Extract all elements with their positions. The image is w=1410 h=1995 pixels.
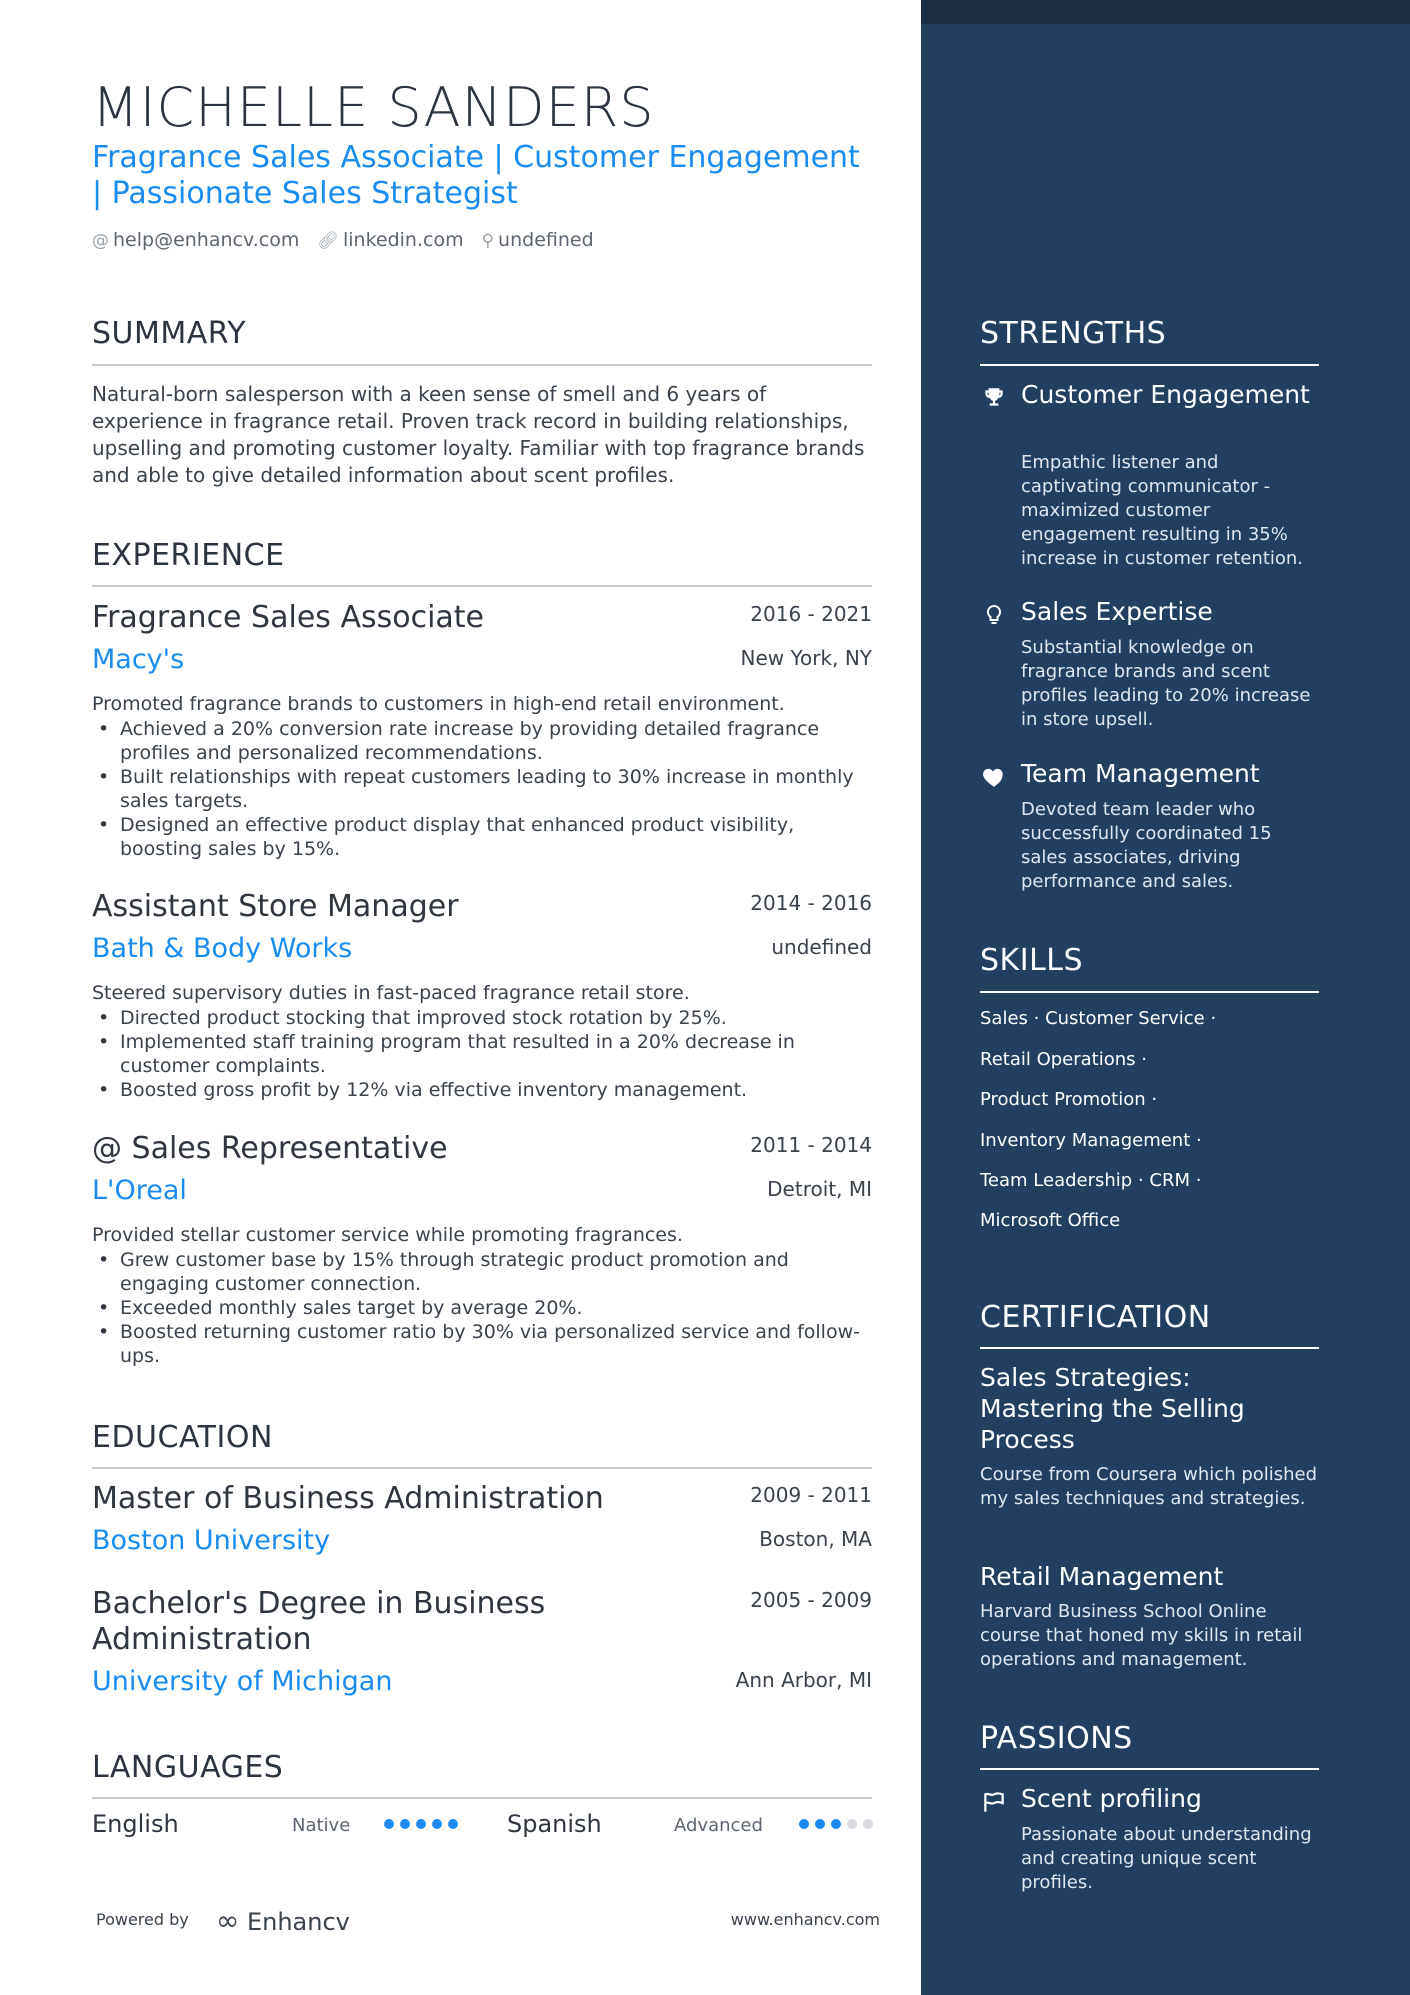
education-entry [92,1481,872,1581]
language-name: English [92,1810,179,1838]
skill-line: Team Leadership · CRM · [980,1170,1202,1191]
job-bullets [92,1248,872,1368]
language-level: Advanced [674,1815,763,1836]
strength-item [980,596,1319,746]
certification-title: Retail Management [980,1562,1224,1591]
skill-line: Sales · Customer Service · [980,1008,1217,1029]
job-title: Assistant Store Manager [92,889,459,924]
language-level: Native [292,1815,351,1836]
job-bullets [92,717,872,861]
strength-description: Devoted team leader who successfully coordinated 15 sales associates, driving performance and sales. [1021,799,1272,892]
experience-heading: EXPERIENCE [92,538,285,573]
contact-location [482,229,594,251]
job-bullet: • Designed an effective product display that enhanced product visibility, boosting sales by 15%. [92,813,872,861]
main-column [92,0,880,1995]
skills-divider [980,991,1319,993]
powered-by-text: Powered by [96,1910,189,1929]
contact-email[interactable] [92,229,299,251]
skills-heading: SKILLS [980,943,1084,978]
summary-text: Natural-born salesperson with a keen sense of smell and 6 years of experience in fragrance retail. Proven track record in building relationships, upselling and promoting customer loyalty. Familiar with top fragrance brands and able to give detailed information about scent profiles. [92,382,865,487]
rating-dot-filled [416,1819,426,1829]
lightbulb-icon [980,602,1008,630]
job-bullet: • Built relationships with repeat customers leading to 30% increase in monthly sales targets. [92,765,872,813]
linkedin-text: linkedin.com [342,229,464,251]
rating-dot-filled [432,1819,442,1829]
job-title: @ Sales Representative [92,1131,448,1166]
language-rating-dots [799,1819,873,1829]
education-entry [92,1586,872,1706]
strength-description: Substantial knowledge on fragrance brands and scent profiles leading to 20% increase in store upsell. [1021,637,1311,730]
contact-linkedin[interactable] [317,229,463,251]
degree-title: Master of Business Administration [92,1481,604,1516]
job-location: New York, NY [740,646,872,670]
education-divider [92,1467,872,1469]
school-name: University of Michigan [92,1666,393,1697]
summary-divider [92,364,872,366]
education-location: Ann Arbor, MI [735,1668,872,1692]
experience-divider [92,585,872,587]
sidebar [921,0,1410,1995]
job-title: Fragrance Sales Associate [92,600,485,635]
candidate-name: MICHELLE SANDERS [92,76,655,139]
enhancv-logo[interactable] [216,1904,350,1937]
language-rating-dots [384,1819,458,1829]
languages-divider [92,1797,872,1799]
degree-title: Bachelor's Degree in Business Administration [92,1586,546,1657]
certification-description: Course from Coursera which polished my sales techniques and strategies. [980,1464,1318,1509]
rating-dot-filled [815,1819,825,1829]
job-bullet: • Directed product stocking that improved stock rotation by 25%. [92,1006,872,1030]
skill-line: Retail Operations · [980,1049,1147,1070]
job-dates: 2011 - 2014 [750,1133,872,1157]
education-dates: 2009 - 2011 [750,1483,872,1507]
strength-description: Empathic listener and captivating communicator - maximized customer engagement resulting in 35% increase in customer retention. [1021,452,1304,569]
job-bullet: • Boosted returning customer ratio by 30% via personalized service and follow-ups. [92,1320,872,1368]
job-location: Detroit, MI [767,1177,872,1201]
passion-description: Passionate about understanding and creating unique scent profiles. [1021,1824,1312,1893]
job-bullet: • Grew customer base by 15% through strategic product promotion and engaging customer connection. [92,1248,872,1296]
job-bullet: • Implemented staff training program that resulted in a 20% decrease in customer complaints. [92,1030,872,1078]
brand-name: Enhancv [246,1908,350,1936]
strength-title: Team Management [1021,759,1260,788]
job-company: Macy's [92,644,185,675]
certification-divider [980,1347,1319,1349]
languages-heading: LANGUAGES [92,1750,284,1785]
strength-title: Customer Engagement [1021,380,1310,409]
rating-dot-filled [384,1819,394,1829]
rating-dot-filled [400,1819,410,1829]
skill-line: Product Promotion · [980,1089,1158,1110]
rating-dot-empty [847,1819,857,1829]
job-company: Bath & Body Works [92,933,353,964]
skill-line: Inventory Management · [980,1130,1202,1151]
trophy-icon [980,385,1008,413]
job-entry [92,600,872,870]
contact-info [92,229,594,251]
candidate-tagline: Fragrance Sales Associate | Customer Engagement | Passionate Sales Strategist [92,140,860,211]
job-bullet: • Achieved a 20% conversion rate increase by providing detailed fragrance profiles and personalized recommendations. [92,717,872,765]
email-text: help@enhancv.com [113,229,300,251]
footer [96,1904,880,1937]
job-description: Provided stellar customer service while promoting fragrances. [92,1224,683,1246]
strengths-divider [980,364,1319,366]
footer-url[interactable]: www.enhancv.com [730,1910,880,1929]
skill-line: Microsoft Office [980,1210,1121,1231]
job-entry [92,889,872,1119]
strengths-heading: STRENGTHS [980,316,1167,351]
job-description: Steered supervisory duties in fast-paced fragrance retail store. [92,982,690,1004]
job-company: L'Oreal [92,1175,187,1206]
education-location: Boston, MA [759,1527,872,1551]
passions-divider [980,1768,1319,1770]
rating-dot-filled [831,1819,841,1829]
job-entry [92,1131,872,1391]
rating-dot-filled [448,1819,458,1829]
passion-title: Scent profiling [1021,1784,1202,1813]
job-bullet: • Exceeded monthly sales target by average 20%. [92,1296,872,1320]
job-bullets [92,1006,872,1102]
strength-item [980,758,1319,908]
summary-heading: SUMMARY [92,316,247,351]
school-name: Boston University [92,1525,331,1556]
job-location: undefined [771,935,872,959]
strength-title: Sales Expertise [1021,597,1213,626]
education-dates: 2005 - 2009 [750,1588,872,1612]
language-name: Spanish [507,1810,602,1838]
languages-row [92,1810,872,1850]
rating-dot-empty [863,1819,873,1829]
certification-title: Sales Strategies: Mastering the Selling Process [980,1363,1245,1454]
certification-heading: CERTIFICATION [980,1300,1211,1335]
strength-item [980,379,1319,579]
job-dates: 2014 - 2016 [750,891,872,915]
location-pin-icon: ⚲ [481,231,495,251]
link-icon: 🔗︎ [317,231,339,251]
rating-dot-filled [799,1819,809,1829]
infinity-icon: ∞ [216,1904,240,1937]
education-heading: EDUCATION [92,1420,273,1455]
sidebar-top-bar [921,0,1410,24]
job-dates: 2016 - 2021 [750,602,872,626]
passions-heading: PASSIONS [980,1721,1133,1756]
flag-icon [980,1789,1008,1817]
at-icon: @ [92,231,109,251]
certification-description: Harvard Business School Online course that honed my skills in retail operations and management. [980,1601,1303,1670]
heart-icon [980,764,1008,792]
job-bullet: • Boosted gross profit by 12% via effective inventory management. [92,1078,872,1102]
location-text: undefined [498,229,594,251]
passion-item [980,1783,1319,1903]
job-description: Promoted fragrance brands to customers in high-end retail environment. [92,693,785,715]
